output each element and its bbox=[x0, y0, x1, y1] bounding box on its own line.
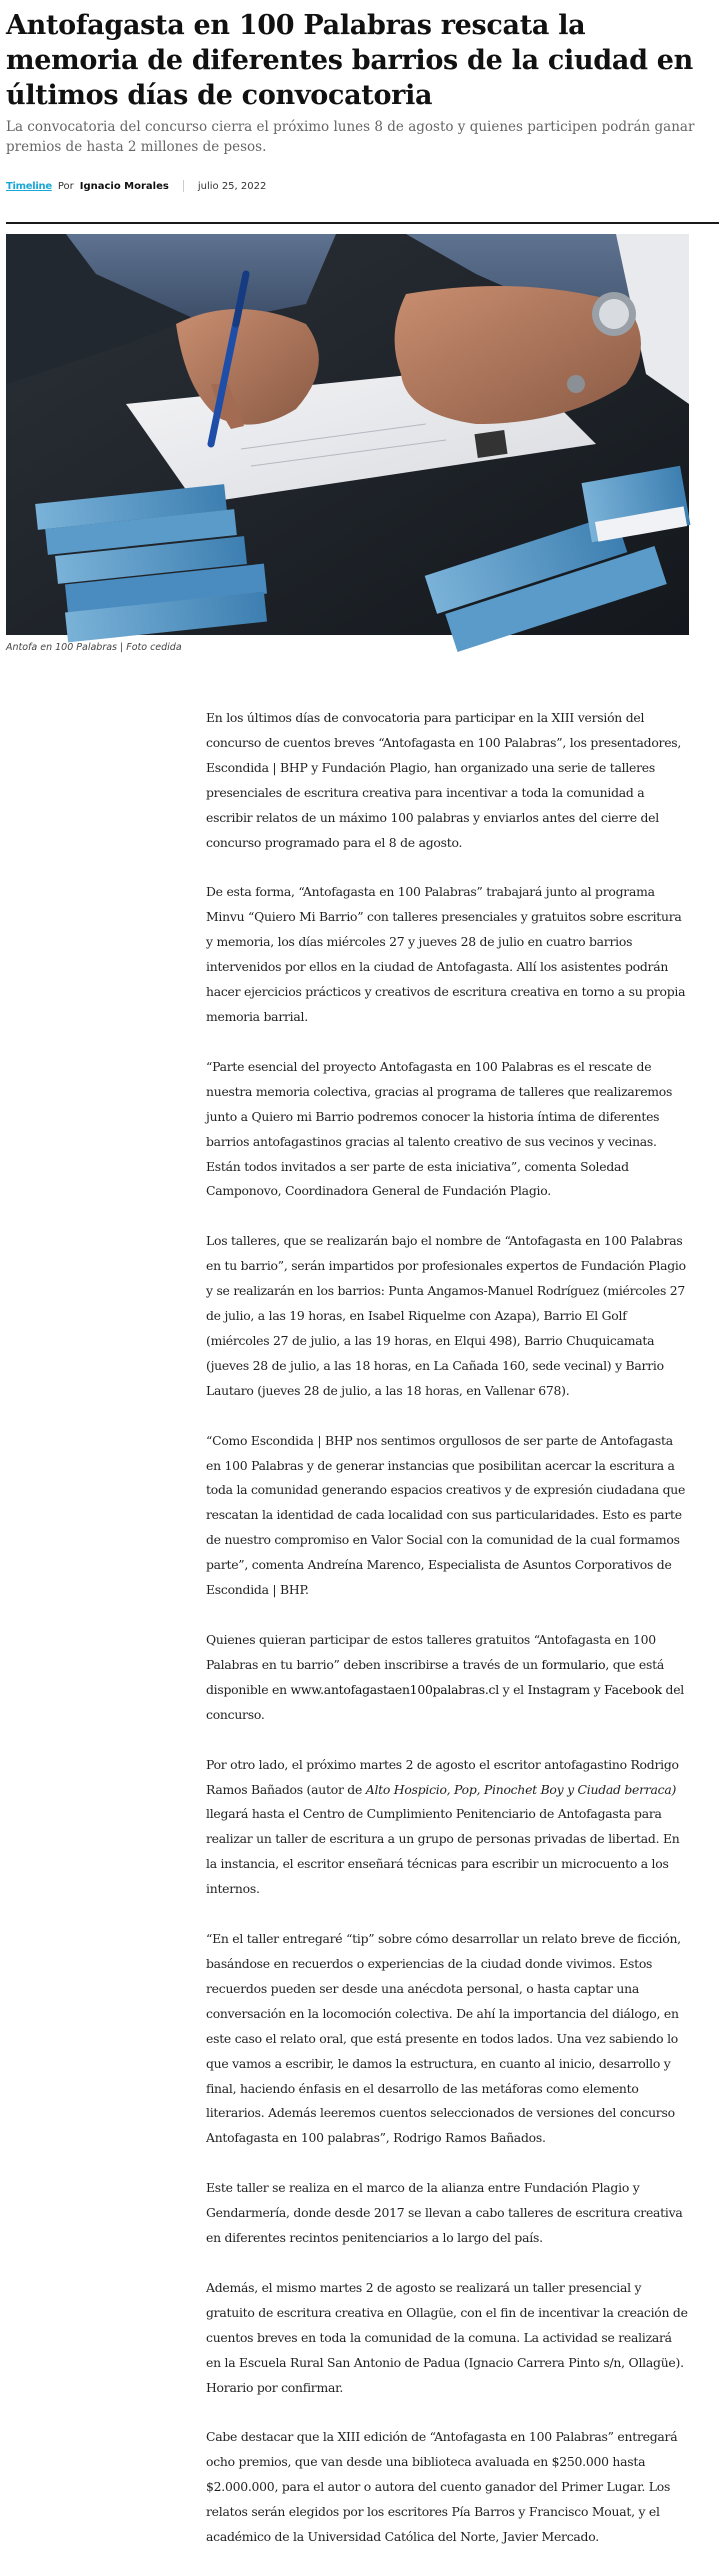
byline bbox=[6, 178, 266, 194]
text-segment: y bbox=[589, 1681, 605, 1697]
photo-caption: Antofa en 100 Palabras | Foto cedida bbox=[6, 642, 182, 653]
book-titles: Alto Hospicio, Pop, Pinochet Boy y Ciudad berraca) bbox=[365, 1781, 677, 1797]
body-paragraph: De esta forma, “Antofagasta en 100 Palabras” trabajará junto al programa Minvu “Quiero Mi Barrio” con talleres presenciales y gratuitos sobre escritura y memoria, los días miércoles 27 y jueves 28 de julio en cuatro barrios intervenidos por ellos en la ciudad de Antofagasta. Allí los asistentes podrán hacer ejercicios prácticos y creativos de escritura creativa en torno a su propia memoria barrial. bbox=[206, 884, 686, 1024]
body-paragraph: “En el taller entregaré “tip” sobre cómo desarrollar un relato breve de ficción, basándose en recuerdos o experiencias de la ciudad donde vivimos. Estos recuerdos pueden ser desde una anécdota personal, o hasta captar una conversación en la locomoción colectiva. De ahí la importancia del diálogo, en este caso el relato oral, que está presente en todos lados. Una vez sabiendo lo que vamos a escribir, le damos la estructura, en cuanto al inicio, desarrollo y final, haciendo énfasis en el desarrollo de las metáforas como elemento literarios. Además leeremos cuentos seleccionados de versiones del concurso Antofagasta en 100 palabras”, Rodrigo Ramos Bañados. bbox=[206, 1931, 681, 2146]
byline-divider bbox=[183, 180, 184, 192]
body-paragraph bbox=[206, 1753, 690, 1902]
body-paragraph: “Como Escondida | BHP nos sentimos orgullosos de ser parte de Antofagasta en 100 Palabras y de generar instancias que posibilitan acercar la escritura a toda la comunidad generando espacios creativos y de expresión ciudadana que rescatan la identidad de cada localidad con sus particularidades. Esto es parte de nuestro compromiso en Valor Social con la comunidad de la cual formamos parte”, comenta Andreína Marenco, Especialista de Asuntos Corporativos de Escondida | BHP. bbox=[206, 1432, 686, 1598]
by-prefix: Por bbox=[57, 180, 74, 192]
article-subtitle: La convocatoria del concurso cierra el próximo lunes 8 de agosto y quienes participen podrán ganar premios de hasta 2 millones de pesos. bbox=[6, 119, 695, 155]
text-segment: llegará hasta el Centro de Cumplimiento Penitenciario de Antofagasta para realizar un taller de escritura a un grupo de personas privadas de libertad. En la instancia, el escritor enseñará técnicas para escribir un microcuento a los internos. bbox=[206, 1806, 680, 1897]
body-paragraph: Además, el mismo martes 2 de agosto se realizará un taller presencial y gratuito de escritura creativa en Ollagüe, con el fin de incentivar la creación de cuentos breves en toda la comunidad de la comuna. La actividad se realizará en la Escuela Rural San Antonio de Padua (Ignacio Carrera Pinto s/n, Ollagüe). Horario por confirmar. bbox=[206, 2279, 688, 2395]
text-segment: del concurso. bbox=[206, 1681, 685, 1722]
photo-illustration bbox=[6, 234, 689, 635]
body-paragraph: Cabe destacar que la XIII edición de “Antofagasta en 100 Palabras” entregará ocho premios, que van desde una biblioteca avaluada en $250.000 hasta $2.000.000, para el autor o autora del cuento ganador del Primer Lugar. Los relatos serán elegidos por los escritores Pía Barros y Francisco Mouat, y el académico de la Universidad Católica del Norte, Javier Mercado. bbox=[206, 2429, 678, 2545]
body-paragraph: “Parte esencial del proyecto Antofagasta en 100 Palabras es el rescate de nuestra memoria colectiva, gracias al programa de talleres que realizaremos junto a Quiero mi Barrio podremos conocer la historia íntima de diferentes barrios antofagastinos gracias al talento creativo de sus vecinos y vecinas. Están todos invitados a ser parte de esta iniciativa”, comenta Soledad Camponovo, Coordinadora General de Fundación Plagio. bbox=[206, 1058, 673, 1199]
publish-date: julio 25, 2022 bbox=[197, 180, 267, 192]
body-paragraph: Los talleres, que se realizarán bajo el nombre de “Antofagasta en 100 Palabras en tu barrio”, serán impartidos por profesionales expertos de Fundación Plagio y se realizarán en los barrios: Punta Angamos-Manuel Rodríguez (miércoles 27 de julio, a las 19 horas, en Isabel Riquelme con Azapa), Barrio El Golf (miércoles 27 de julio, a las 19 horas, en Elqui 498), Barrio Chuquicamata (jueves 28 de julio, a las 18 horas, en La Cañada 160, sede vecinal) y Barrio Lautaro (jueves 28 de julio, a las 18 horas, en Vallenar 678). bbox=[206, 1233, 686, 1398]
author-link[interactable]: Ignacio Morales bbox=[79, 180, 169, 192]
text-segment: Quienes quieran participar de estos talleres gratuitos “Antofagasta en 100 Palabras en tu barrio” deben inscribirse a través de un bbox=[206, 1632, 656, 1672]
website-link[interactable]: www.antofagastaen100palabras.cl bbox=[290, 1681, 499, 1697]
body-paragraph-registration bbox=[206, 1628, 690, 1728]
article-photo bbox=[6, 234, 689, 635]
source-logo[interactable]: Timeline bbox=[6, 180, 52, 192]
article-body bbox=[206, 706, 690, 2575]
article-headline: Antofagasta en 100 Palabras rescata la memoria de diferentes barrios de la ciudad en últimos días de convocatoria bbox=[6, 10, 693, 111]
text-segment: , que está disponible en bbox=[206, 1656, 664, 1697]
body-paragraph: Este taller se realiza en el marco de la alianza entre Fundación Plagio y Gendarmería, donde desde 2017 se llevan a cabo talleres de escritura creativa en diferentes recintos penitenciarios a lo largo del país. bbox=[206, 2180, 683, 2246]
header-rule bbox=[6, 222, 719, 224]
instagram-link[interactable]: Instagram bbox=[527, 1681, 590, 1697]
form-link[interactable]: formulario bbox=[541, 1656, 606, 1672]
facebook-link[interactable]: Facebook bbox=[604, 1681, 662, 1697]
text-segment: y el bbox=[498, 1681, 528, 1697]
text-segment: Por otro lado, el próximo martes 2 de agosto el escritor antofagastino Rodrigo Ramos Bañados (autor de bbox=[206, 1756, 679, 1797]
body-paragraph: En los últimos días de convocatoria para participar en la XIII versión del concurso de cuentos breves “Antofagasta en 100 Palabras”, los presentadores, Escondida | BHP y Fundación Plagio, han organizado una serie de talleres presenciales de escritura creativa para incentivar a toda la comunidad a escribir relatos de un máximo 100 palabras y enviarlos antes del cierre del concurso programado para el 8 de agosto. bbox=[206, 710, 682, 850]
